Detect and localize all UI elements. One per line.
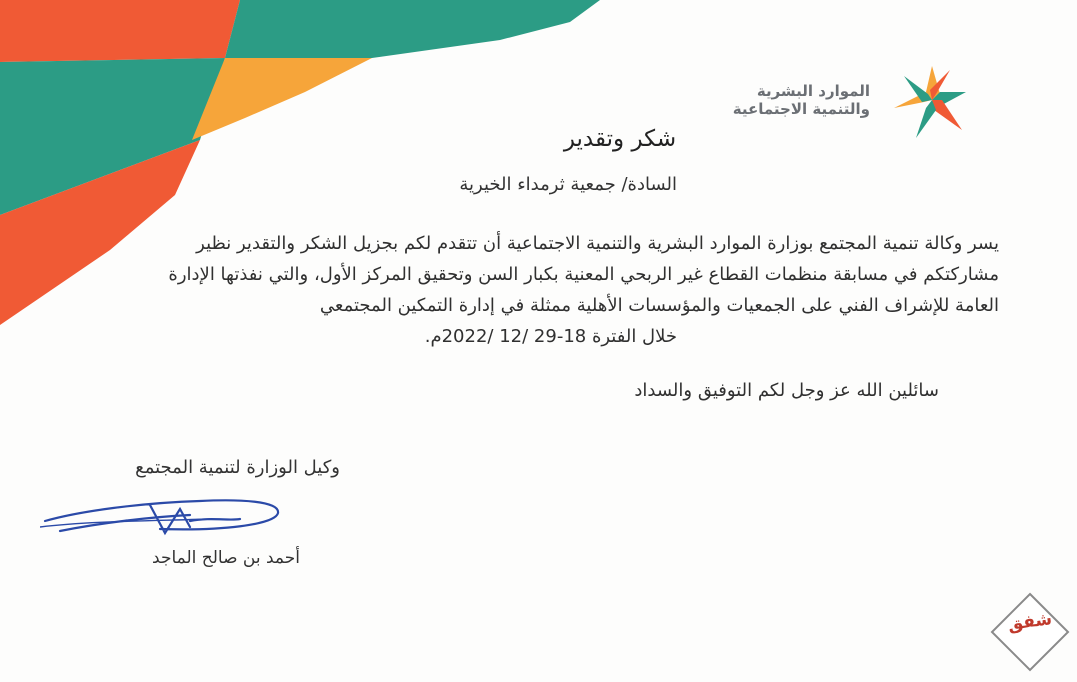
ministry-star-icon	[880, 62, 984, 142]
closing-line: سائلين الله عز وجل لكم التوفيق والسداد	[634, 380, 939, 401]
body-line-3: العامة للإشراف الفني على الجمعيات والمؤسسات الأهلية ممثلة في إدارة التمكين المجتمعي	[319, 295, 999, 316]
stamp-text: شفق	[1006, 609, 1054, 635]
logo-line-1: الموارد البشرية	[756, 82, 870, 100]
recipient-line: السادة/ جمعية ثرمداء الخيرية	[459, 174, 677, 195]
shape-green-top	[225, 0, 600, 58]
body-line-1: يسر وكالة تنمية المجتمع بوزارة الموارد البشرية والتنمية الاجتماعية أن تتقدم لكم بجزيل الشكر والتقدير نظير	[196, 233, 999, 254]
shape-orange-top	[0, 0, 240, 62]
body-line-4: خلال الفترة 18-29 /12 /2022م.	[424, 326, 677, 347]
handwritten-signature	[40, 491, 290, 551]
logo-line-2: والتنمية الاجتماعية	[732, 100, 870, 118]
logo-text	[733, 82, 870, 118]
letter-title: شكر وتقدير	[563, 126, 677, 152]
watermark-stamp-icon	[988, 590, 1072, 674]
signatory-name: أحمد بن صالح الماجد	[152, 548, 300, 568]
body-line-2: مشاركتكم في مسابقة منظمات القطاع غير الربحي المعنية بكبار السن وتحقيق المركز الأول، والتي نفذتها الإدارة	[168, 264, 999, 285]
signatory-title: وكيل الوزارة لتنمية المجتمع	[135, 457, 340, 478]
